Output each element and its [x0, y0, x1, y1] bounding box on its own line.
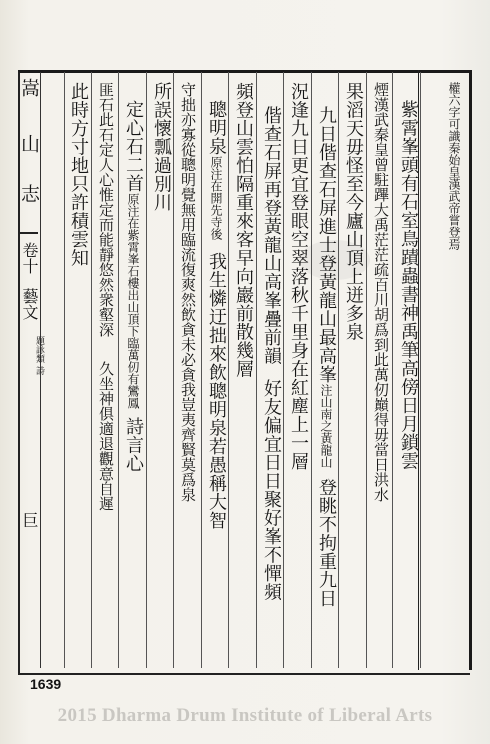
column-rule	[366, 72, 367, 668]
text-column	[204, 100, 228, 529]
column-rule	[118, 72, 119, 668]
poem-line: 登眺不拘重九日	[316, 477, 337, 607]
annotation: 原注在開先寺後	[209, 155, 223, 240]
poem-title: 定心石二首	[123, 100, 144, 193]
column-rule	[146, 72, 147, 668]
text-column	[94, 82, 118, 511]
watermark: 2015 Dharma Drum Institute of Liberal Arts	[57, 705, 433, 726]
column-rule	[256, 72, 257, 668]
margin-mark: 巨	[20, 512, 39, 528]
margin-divider	[20, 232, 38, 234]
text-column: 況逢九日更宜登眼空翠落秋千里身在紅塵上一層	[288, 82, 309, 471]
text-column	[121, 100, 145, 472]
column-rule	[173, 72, 174, 668]
text-column-note	[430, 82, 466, 250]
page-number: 1639	[30, 676, 62, 692]
column-rule	[91, 72, 92, 668]
margin-volume: 卷十	[20, 242, 39, 274]
text-column	[259, 106, 283, 601]
text-column: 果滔天毋怪至今廬山頂上迸多泉	[343, 82, 364, 341]
poem-line: 好友偏宜日日聚好峯不憚頻	[261, 379, 282, 601]
poem-line: 匪石此石定人心惟定而能靜悠然衆壑深	[97, 82, 115, 337]
annotation: 權六字可識秦始	[447, 82, 461, 166]
margin-section: 藝文	[20, 288, 39, 320]
annotation: 注山南之	[319, 383, 333, 432]
column-rule	[283, 72, 284, 668]
margin-title-char: 志	[18, 184, 40, 203]
text-column: 紫霄峯頭有石室鳥蹟蟲書神禹筆高傍日月鎖雲	[398, 100, 419, 470]
annotation: 原注在紫霄峯石樓出山頂下臨萬仞有鸞鳳	[126, 192, 140, 409]
margin-title-char: 嵩	[18, 78, 40, 97]
annotation: 黃龍山	[319, 431, 333, 468]
text-column: 頻登山雲怕隔重來客早向巖前散幾層	[233, 82, 254, 378]
text-column: 此時方寸地只許積雲知	[68, 82, 89, 267]
column-rule	[338, 72, 339, 668]
column-rule	[64, 72, 65, 668]
poem-title: 聰明泉	[206, 100, 227, 156]
poem-line: 久坐神俱適退觀意自遲	[97, 361, 115, 511]
margin-subsection: 題詠類 詩	[34, 336, 44, 375]
poem-line: 我生憐迂拙來飲聰明泉若愚稱大智	[206, 251, 227, 529]
text-column: 守拙亦寡從聰明覺無用臨流復爽然飲貪未必貪我豈夷齊賢莫爲泉	[179, 82, 197, 502]
margin-title-char: 山	[18, 134, 40, 153]
margin-column	[18, 72, 44, 668]
poem-title: 九日偕查石屏進士登黃龍山最高峯	[316, 106, 337, 384]
poem-line: 詩言心	[123, 416, 144, 472]
text-column	[314, 106, 338, 607]
annotation: 皇漢武帝嘗登焉	[447, 166, 461, 250]
column-rule	[420, 72, 421, 668]
column-rule	[311, 72, 312, 668]
text-column: 所誤懷瓢過別川	[151, 82, 172, 212]
column-rule	[201, 72, 202, 668]
text-column: 煙漢武秦皇曾駐蹕大禹茫茫疏百川胡爲到此萬仞巔得毋當日洪水	[372, 82, 390, 502]
poem-title: 偕查石屏再登黃龍山高峯疊前韻	[261, 106, 282, 365]
column-rule	[228, 72, 229, 668]
